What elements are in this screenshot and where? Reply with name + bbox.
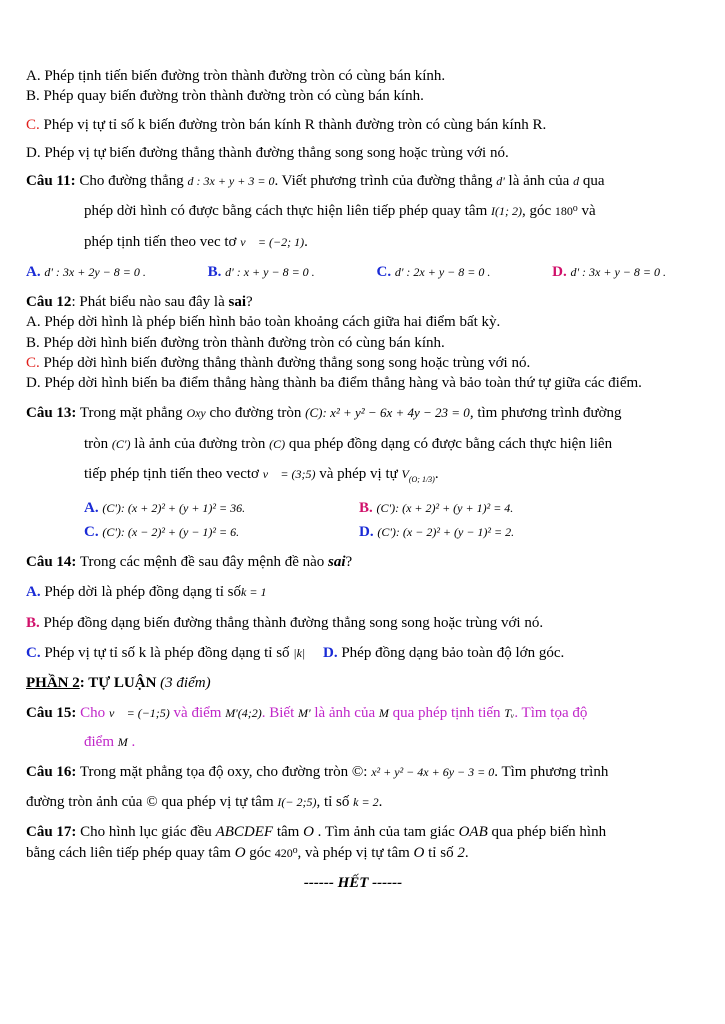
q15-line2: điểm M . xyxy=(84,733,136,750)
q10-option-c-label: C. xyxy=(26,116,40,133)
part2-heading: PHẦN 2: TỰ LUẬN (3 điểm) xyxy=(26,675,211,692)
q10-option-d: D. Phép vị tự biến đường thẳng thành đường thẳng song song hoặc trùng với nó. xyxy=(26,144,509,161)
exam-page xyxy=(26,66,700,893)
q11-option-c: C. d' : 2x + y − 8 = 0 . xyxy=(376,263,491,280)
q13-line3: tiếp phép tịnh tiến theo vectơ v⃗ = (3;5) và phép vị tự $V_{(O; 1/3)}$. xyxy=(84,465,439,484)
q16-line2: đường tròn ảnh của © qua phép vị tự tâm I(− 2;5), tỉ số k = 2. xyxy=(26,794,383,811)
q13-option-b: B. (C'): (x + 2)² + (y + 1)² = 4. xyxy=(359,499,514,516)
q14-label: Câu 14: xyxy=(26,554,77,571)
q16-label: Câu 16: xyxy=(26,763,77,780)
q11-option-b: B. d' : x + y − 8 = 0 . xyxy=(207,263,315,280)
q14-option-a: A. Phép dời là phép đồng dạng tỉ sốk = 1 xyxy=(26,584,267,601)
q12-option-b: B. Phép dời hình biến đường tròn thành đường tròn có cùng bán kính. xyxy=(26,334,445,351)
q11-line2: phép dời hình có được bằng cách thực hiện liên tiếp phép quay tâm I(1; 2), góc 180⁰ và xyxy=(84,203,596,220)
q11-options xyxy=(26,262,666,282)
q13-option-d: D. (C'): (x − 2)² + (y − 1)² = 2. xyxy=(359,523,515,540)
q11-option-a: A. d' : 3x + 2y − 8 = 0 . xyxy=(26,263,146,280)
q11-line1: Câu 11: Cho đường thẳng d : 3x + y + 3 = 0. Viết phương trình của đường thẳng d' là ảnh của d qua xyxy=(26,173,605,189)
q14-options-cd xyxy=(26,643,700,663)
q14-stem: Câu 14: Trong các mệnh đề sau đây mệnh đề nào sai? xyxy=(26,554,353,571)
q13-option-c: C. (C'): (x − 2)² + (y − 1)² = 6. xyxy=(84,523,240,540)
q14-option-c: C. Phép vị tự tỉ số k là phép đồng dạng tỉ số |k| xyxy=(26,644,306,661)
q10-option-a: A. Phép tịnh tiến biến đường tròn thành đường tròn có cùng bán kính. xyxy=(26,68,446,84)
q12-label: Câu 12 xyxy=(26,294,72,310)
q12-option-c: C. Phép dời hình biến đường thẳng thành đường thẳng song song hoặc trùng với nó. xyxy=(26,354,531,371)
q14-option-b: B. Phép đồng dạng biến đường thẳng thành đường thẳng song song hoặc trùng với nó. xyxy=(26,614,544,631)
q13-line1: Câu 13: Trong mặt phẳng Oxy cho đường tròn (C): x² + y² − 6x + 4y − 23 = 0, tìm phương trình đường xyxy=(26,405,622,422)
q16-line1: Câu 16: Trong mặt phẳng tọa độ oxy, cho đường tròn ©: x² + y² − 4x + 6y − 3 = 0. Tìm phương trình xyxy=(26,763,609,780)
q15-line1: Câu 15: Cho v⃗ = (−1;5) và điểm M'(4;2). Biết M' là ảnh của M qua phép tịnh tiến Tᵥ. Tìm tọa độ xyxy=(26,705,588,722)
q15-label: Câu 15: xyxy=(26,705,77,722)
q11-label: Câu 11: xyxy=(26,173,76,189)
q13-options-row1 xyxy=(26,498,700,518)
q17-line1: Câu 17: Cho hình lục giác đều ABCDEF tâm O . Tìm ảnh của tam giác OAB qua phép biến hình xyxy=(26,824,607,841)
q11-line3: phép tịnh tiến theo vec tơ v⃗ = (−2; 1). xyxy=(84,233,308,250)
q13-label: Câu 13: xyxy=(26,405,77,422)
q14-option-d: D. Phép đồng dạng bảo toàn độ lớn góc. xyxy=(322,644,565,661)
q12-stem: Câu 12: Phát biểu nào sau đây là sai? xyxy=(26,294,253,310)
q12-option-d: D. Phép dời hình biến ba điểm thẳng hàng thành ba điểm thẳng hàng và bảo toàn thứ tự giữa các điểm. xyxy=(26,375,642,391)
q13-option-a: A. (C'): (x + 2)² + (y + 1)² = 36. xyxy=(84,499,246,516)
q11-option-d: D. d' : 3x + y − 8 = 0 . xyxy=(552,263,666,280)
q10-option-c: C. Phép vị tự tỉ số k biến đường tròn bán kính R thành đường tròn có cùng bán kính R. xyxy=(26,116,547,133)
q13-options-row2 xyxy=(26,522,700,542)
q10-option-b: B. Phép quay biến đường tròn thành đường tròn có cùng bán kính. xyxy=(26,88,424,105)
end-marker: ------ HẾT ------ xyxy=(303,874,403,891)
q17-label: Câu 17: xyxy=(26,824,77,841)
q17-line2: bằng cách liên tiếp phép quay tâm O góc 420⁰, và phép vị tự tâm O tỉ số 2. xyxy=(26,844,469,861)
q13-line2: tròn (C′) là ảnh của đường tròn (C) qua phép đồng dạng có được bằng cách thực hiện liên xyxy=(84,435,613,452)
q12-option-a: A. Phép dời hình là phép biến hình bảo toàn khoảng cách giữa hai điểm bất kỳ. xyxy=(26,314,501,331)
